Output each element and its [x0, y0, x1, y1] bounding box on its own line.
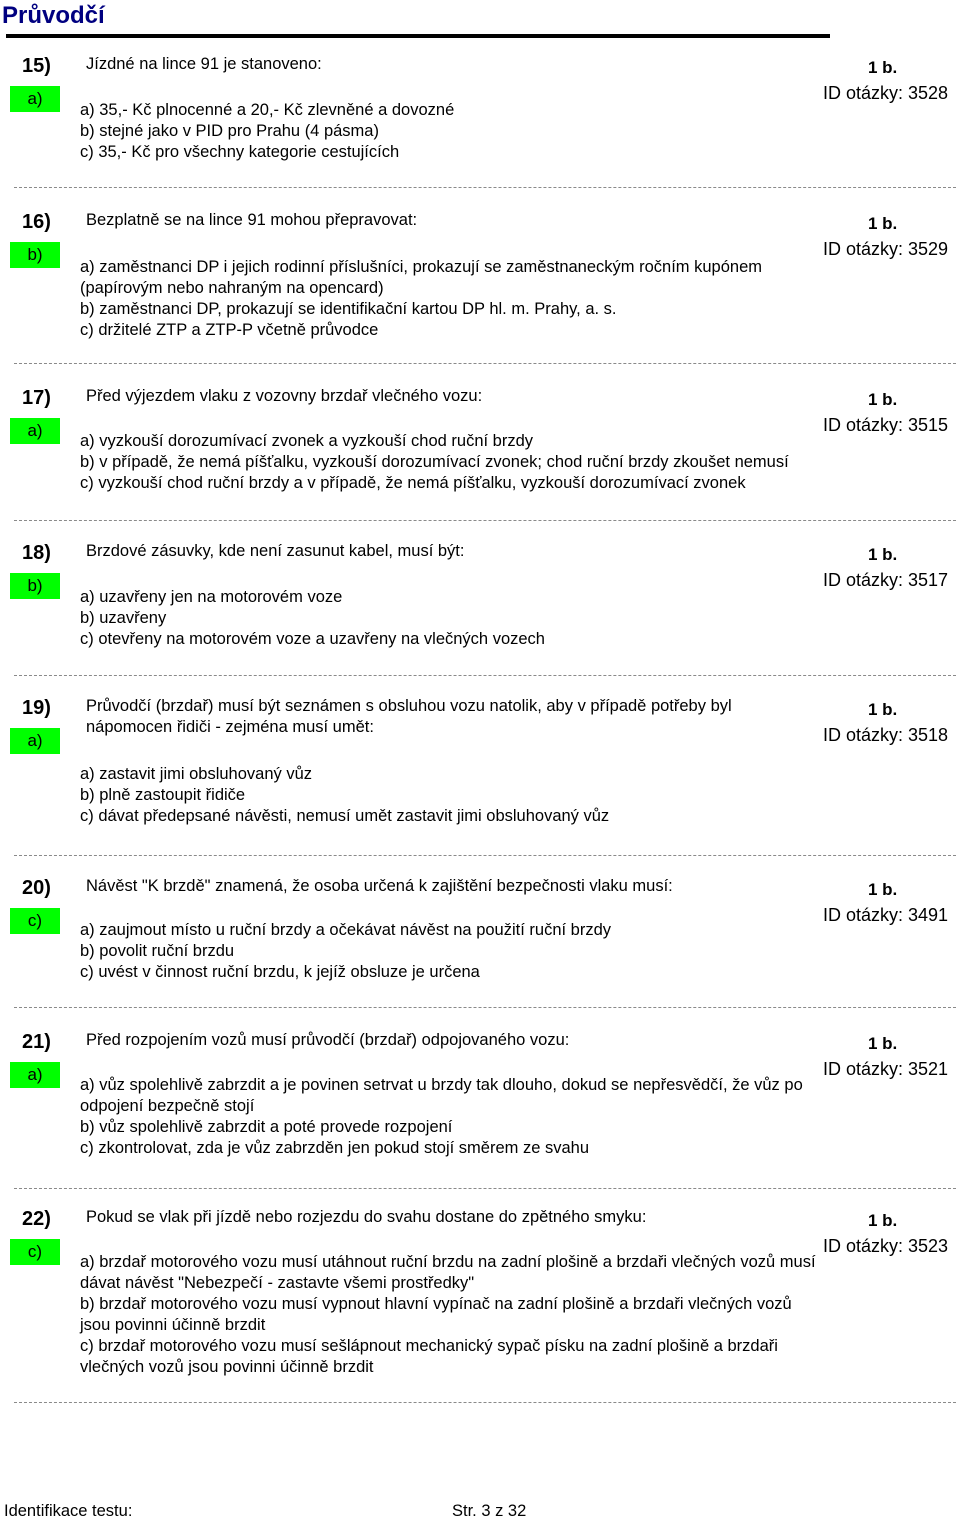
correct-answer-badge: a) — [10, 1062, 60, 1088]
answer-option: a) vůz spolehlivě zabrzdit a je povinen setrvat u brzdy tak dlouho, dokud se nepřesvědčí, že vůz po — [80, 1076, 803, 1094]
question-points: 1 b. — [868, 58, 898, 77]
question-divider — [14, 675, 956, 676]
question-number: 21) — [22, 1031, 51, 1053]
question-text: Před výjezdem vlaku z vozovny brzdař vlečného vozu: — [86, 387, 483, 405]
answer-options — [80, 587, 940, 650]
question-points: 1 b. — [868, 700, 898, 719]
answer-option: a) uzavřeny jen na motorovém voze — [80, 588, 343, 606]
answer-option: c) vyzkouší chod ruční brzdy a v případě, že nemá píšťalku, vyzkouší dorozumívací zvonek — [80, 474, 746, 492]
question-points: 1 b. — [868, 545, 898, 564]
question-divider — [14, 855, 956, 856]
answer-option: odpojení bezpečně stojí — [80, 1097, 255, 1115]
answer-option: (papírovým nebo nahraným na opencard) — [80, 279, 384, 297]
answer-option: c) držitelé ZTP a ZTP-P včetně průvodce — [80, 321, 379, 339]
question-text: Brzdové zásuvky, kde není zasunut kabel, musí být: — [86, 542, 465, 560]
answer-option: jsou povinni účinně brzdit — [80, 1316, 266, 1334]
question-id: ID otázky: 3491 — [823, 905, 949, 925]
answer-option: c) uvést v činnost ruční brzdu, k jejíž obsluze je určena — [80, 963, 480, 981]
question-divider — [14, 520, 956, 521]
correct-answer-badge: b) — [10, 573, 60, 599]
question-id: ID otázky: 3517 — [823, 570, 949, 590]
question-number: 17) — [22, 387, 51, 409]
answer-option: c) dávat předepsané návěsti, nemusí umět zastavit jimi obsluhovaný vůz — [80, 807, 610, 825]
question-number: 15) — [22, 55, 51, 77]
question-divider — [14, 1402, 956, 1403]
answer-option: a) zastavit jimi obsluhovaný vůz — [80, 765, 313, 783]
question-id: ID otázky: 3529 — [823, 239, 949, 259]
answer-option: b) zaměstnanci DP, prokazují se identifikační kartou DP hl. m. Prahy, a. s. — [80, 300, 617, 318]
question-points: 1 b. — [868, 880, 898, 899]
question-number: 16) — [22, 211, 51, 233]
correct-answer-badge: c) — [10, 908, 60, 934]
question-number: 19) — [22, 697, 51, 719]
answer-options — [80, 920, 940, 983]
question-text: Pokud se vlak při jízdě nebo rozjezdu do svahu dostane do zpětného smyku: — [86, 1208, 647, 1226]
question-points: 1 b. — [868, 390, 898, 409]
answer-option: a) brzdař motorového vozu musí utáhnout ruční brzdu na zadní plošině a brzdaři vlečných vozů musí — [80, 1253, 816, 1271]
question-id: ID otázky: 3528 — [823, 83, 949, 103]
question-points: 1 b. — [868, 1211, 898, 1230]
answer-option: a) 35,- Kč plnocenné a 20,- Kč zlevněné a dovozné — [80, 101, 455, 119]
answer-options — [80, 100, 940, 163]
answer-option: c) 35,- Kč pro všechny kategorie cestujících — [80, 143, 400, 161]
answer-options — [80, 1252, 940, 1378]
page-title: Průvodčí — [2, 2, 105, 29]
page-header — [0, 0, 830, 34]
question-divider — [14, 187, 956, 188]
correct-answer-badge: a) — [10, 418, 60, 444]
answer-option: b) povolit ruční brzdu — [80, 942, 235, 960]
question-id: ID otázky: 3521 — [823, 1059, 949, 1079]
question-divider — [14, 1188, 956, 1189]
answer-option: c) zkontrolovat, zda je vůz zabrzděn jen pokud stojí směrem ze svahu — [80, 1139, 589, 1157]
question-number: 20) — [22, 877, 51, 899]
question-text: Před rozpojením vozů musí průvodčí (brzdař) odpojovaného vozu: — [86, 1031, 570, 1049]
answer-option: c) otevřeny na motorovém voze a uzavřeny na vlečných vozech — [80, 630, 545, 648]
question-number: 22) — [22, 1208, 51, 1230]
question-id: ID otázky: 3515 — [823, 415, 949, 435]
answer-option: b) brzdař motorového vozu musí vypnout hlavní vypínač na zadní plošině a brzdaři vlečných vozů — [80, 1295, 792, 1313]
correct-answer-badge: a) — [10, 728, 60, 754]
correct-answer-badge: a) — [10, 86, 60, 112]
question-text: Návěst "K brzdě" znamená, že osoba určená k zajištění bezpečnosti vlaku musí: — [86, 877, 673, 895]
correct-answer-badge: b) — [10, 242, 60, 268]
header-rule — [6, 34, 830, 38]
question-points: 1 b. — [868, 214, 898, 233]
question-number: 18) — [22, 542, 51, 564]
question-text: Průvodčí (brzdař) musí být seznámen s obsluhou vozu natolik, aby v případě potřeby byl nápomocen řidiči - zejména musí umět: — [86, 697, 732, 736]
page-number: Str. 3 z 32 — [452, 1502, 527, 1520]
answer-option: b) stejné jako v PID pro Prahu (4 pásma) — [80, 122, 379, 140]
question-id: ID otázky: 3523 — [823, 1236, 949, 1256]
test-id-label: Identifikace testu: — [4, 1502, 133, 1520]
answer-options — [80, 257, 940, 341]
question-id: ID otázky: 3518 — [823, 725, 949, 745]
answer-option: b) v případě, že nemá píšťalku, vyzkouší dorozumívací zvonek; chod ruční brzdy zkoušet nemusí — [80, 453, 789, 471]
answer-option: vlečných vozů jsou povinni účinně brzdit — [80, 1358, 374, 1376]
answer-options — [80, 764, 940, 827]
answer-option: c) brzdař motorového vozu musí sešlápnout mechanický sypač písku na zadní plošině a brzdaři — [80, 1337, 778, 1355]
question-divider — [14, 1007, 956, 1008]
answer-option: a) zaměstnanci DP i jejich rodinní příslušníci, prokazují se zaměstnaneckým ročním kupónem — [80, 258, 762, 276]
question-text: Jízdné na lince 91 je stanoveno: — [86, 55, 322, 73]
question-points: 1 b. — [868, 1034, 898, 1053]
answer-option: b) plně zastoupit řidiče — [80, 786, 246, 804]
answer-option: b) uzavřeny — [80, 609, 167, 627]
question-text: Bezplatně se na lince 91 mohou přepravovat: — [86, 211, 418, 229]
correct-answer-badge: c) — [10, 1239, 60, 1265]
answer-option: b) vůz spolehlivě zabrzdit a poté provede rozpojení — [80, 1118, 453, 1136]
answer-option: a) vyzkouší dorozumívací zvonek a vyzkouší chod ruční brzdy — [80, 432, 534, 450]
answer-option: dávat návěst "Nebezpečí - zastavte všemi prostředky" — [80, 1274, 475, 1292]
question-divider — [14, 363, 956, 364]
answer-options — [80, 1075, 940, 1159]
answer-option: a) zaujmout místo u ruční brzdy a očekávat návěst na použití ruční brzdy — [80, 921, 612, 939]
answer-options — [80, 431, 940, 494]
